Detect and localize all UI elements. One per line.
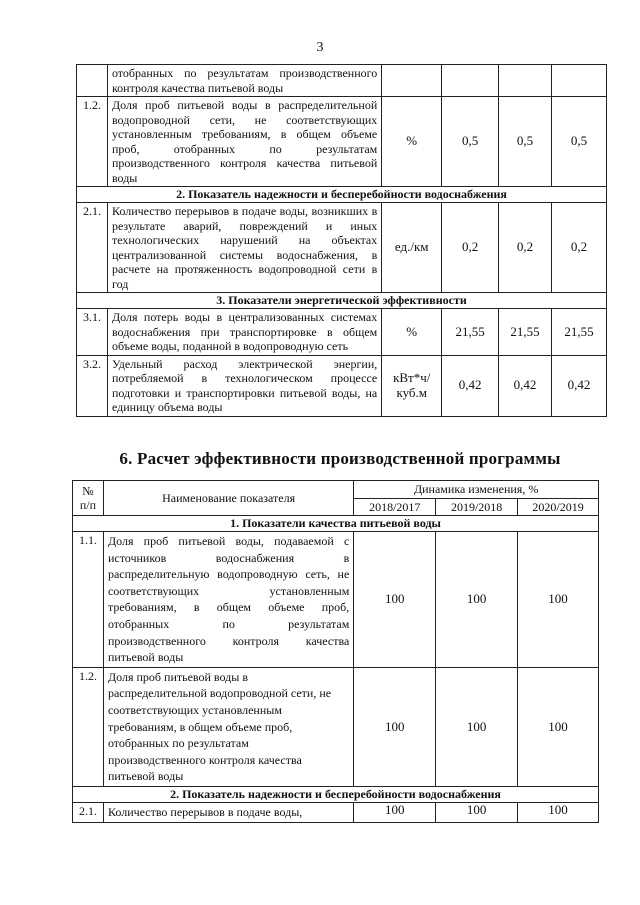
value-cell: 21,55 bbox=[442, 309, 499, 356]
row-number: 3.1. bbox=[77, 309, 108, 356]
value-cell: 100 bbox=[354, 667, 436, 786]
section-title: 1. Показатели качества питьевой воды bbox=[73, 516, 599, 532]
section-row bbox=[73, 516, 599, 532]
value-cell: 0,42 bbox=[442, 355, 499, 416]
value-cell: 0,42 bbox=[499, 355, 552, 416]
indicator-name: отобранных по результатам производственного контроля качества питьевой воды bbox=[107, 65, 381, 97]
value-cell: 100 bbox=[518, 667, 599, 786]
value-cell: 100 bbox=[354, 532, 436, 668]
efficiency-table-body bbox=[73, 516, 599, 823]
section-title: 3. Показатели энергетической эффективности bbox=[77, 293, 607, 309]
value-cell: 100 bbox=[518, 532, 599, 668]
header-year: 2019/2018 bbox=[436, 498, 518, 516]
indicator-name: Доля потерь воды в централизованных системах водоснабжения при транспортировке в общем объеме воды, поданной в водопроводную сеть bbox=[107, 309, 381, 356]
indicator-name: Количество перерывов в подаче воды, bbox=[103, 802, 353, 822]
row-number bbox=[77, 65, 108, 97]
value-cell: 100 bbox=[436, 802, 518, 822]
value-cell: 0,2 bbox=[499, 203, 552, 293]
indicators-table-continued bbox=[76, 64, 607, 417]
value-cell: 100 bbox=[436, 667, 518, 786]
indicators-table-body bbox=[77, 65, 607, 417]
value-cell: 100 bbox=[436, 532, 518, 668]
section-row bbox=[77, 187, 607, 203]
page-number: 3 bbox=[316, 40, 324, 55]
table-row bbox=[77, 65, 607, 97]
table-row bbox=[77, 97, 607, 187]
table-row bbox=[73, 802, 599, 822]
value-cell bbox=[552, 65, 607, 97]
row-number: 2.1. bbox=[77, 203, 108, 293]
table-row bbox=[77, 355, 607, 416]
value-cell: 0,2 bbox=[442, 203, 499, 293]
row-number: 1.2. bbox=[73, 667, 104, 786]
indicator-name: Доля проб питьевой воды, подаваемой с источников водоснабжения в распределительную водопроводную сеть, не соответствующих установленным требованиям, в общем объеме проб, отобранных по результатам производственного контроля качества питьевой воды bbox=[103, 532, 353, 668]
row-number: 1.1. bbox=[73, 532, 104, 668]
row-number: 3.2. bbox=[77, 355, 108, 416]
header-year: 2018/2017 bbox=[354, 498, 436, 516]
value-cell bbox=[499, 65, 552, 97]
row-number: 2.1. bbox=[73, 802, 104, 822]
section-title: 2. Показатель надежности и бесперебойности водоснабжения bbox=[77, 187, 607, 203]
value-cell: 0,5 bbox=[442, 97, 499, 187]
value-cell: 0,2 bbox=[552, 203, 607, 293]
header-dynamics: Динамика изменения, % bbox=[354, 481, 599, 499]
section-heading: 6. Расчет эффективности производственной программы bbox=[119, 449, 561, 468]
value-cell: 0,42 bbox=[552, 355, 607, 416]
indicator-unit: % bbox=[382, 309, 442, 356]
indicator-unit: кВт*ч/ куб.м bbox=[382, 355, 442, 416]
value-cell: 21,55 bbox=[499, 309, 552, 356]
indicator-name: Количество перерывов в подаче воды, возникших в результате аварий, повреждений и иных технологических нарушений на объектах централизованной системы водоснабжения, в расчете на протяженность водопроводной сети в год bbox=[107, 203, 381, 293]
table-row bbox=[77, 203, 607, 293]
header-year: 2020/2019 bbox=[518, 498, 599, 516]
indicator-name: Доля проб питьевой воды в распределительной водопроводной сети, не соответствующих установленным требованиям, в общем объеме проб, отобранных по результатам производственного контроля качества питьевой воды bbox=[103, 667, 353, 786]
efficiency-table-header bbox=[73, 481, 599, 516]
section-title: 2. Показатель надежности и бесперебойности водоснабжения bbox=[73, 786, 599, 802]
value-cell: 21,55 bbox=[552, 309, 607, 356]
value-cell bbox=[442, 65, 499, 97]
indicator-unit: ед./км bbox=[382, 203, 442, 293]
value-cell: 100 bbox=[518, 802, 599, 822]
efficiency-table bbox=[72, 480, 599, 823]
row-number: 1.2. bbox=[77, 97, 108, 187]
section-row bbox=[77, 293, 607, 309]
section-row bbox=[73, 786, 599, 802]
value-cell: 100 bbox=[354, 802, 436, 822]
header-name: Наименование показателя bbox=[103, 481, 353, 516]
table-row bbox=[77, 309, 607, 356]
value-cell: 0,5 bbox=[499, 97, 552, 187]
indicator-unit: % bbox=[382, 97, 442, 187]
header-num: № п/п bbox=[73, 481, 104, 516]
header-row bbox=[73, 481, 599, 499]
indicator-name: Удельный расход электрической энергии, потребляемой в технологическом процессе подготовки и транспортировки питьевой воды, на единицу объема воды bbox=[107, 355, 381, 416]
indicator-unit bbox=[382, 65, 442, 97]
indicator-name: Доля проб питьевой воды в распределительной водопроводной сети, не соответствующих установленным требованиям, в общем объеме проб, отобранных по результатам производственного контроля качества питьевой воды bbox=[107, 97, 381, 187]
table-row bbox=[73, 532, 599, 668]
value-cell: 0,5 bbox=[552, 97, 607, 187]
table-row bbox=[73, 667, 599, 786]
